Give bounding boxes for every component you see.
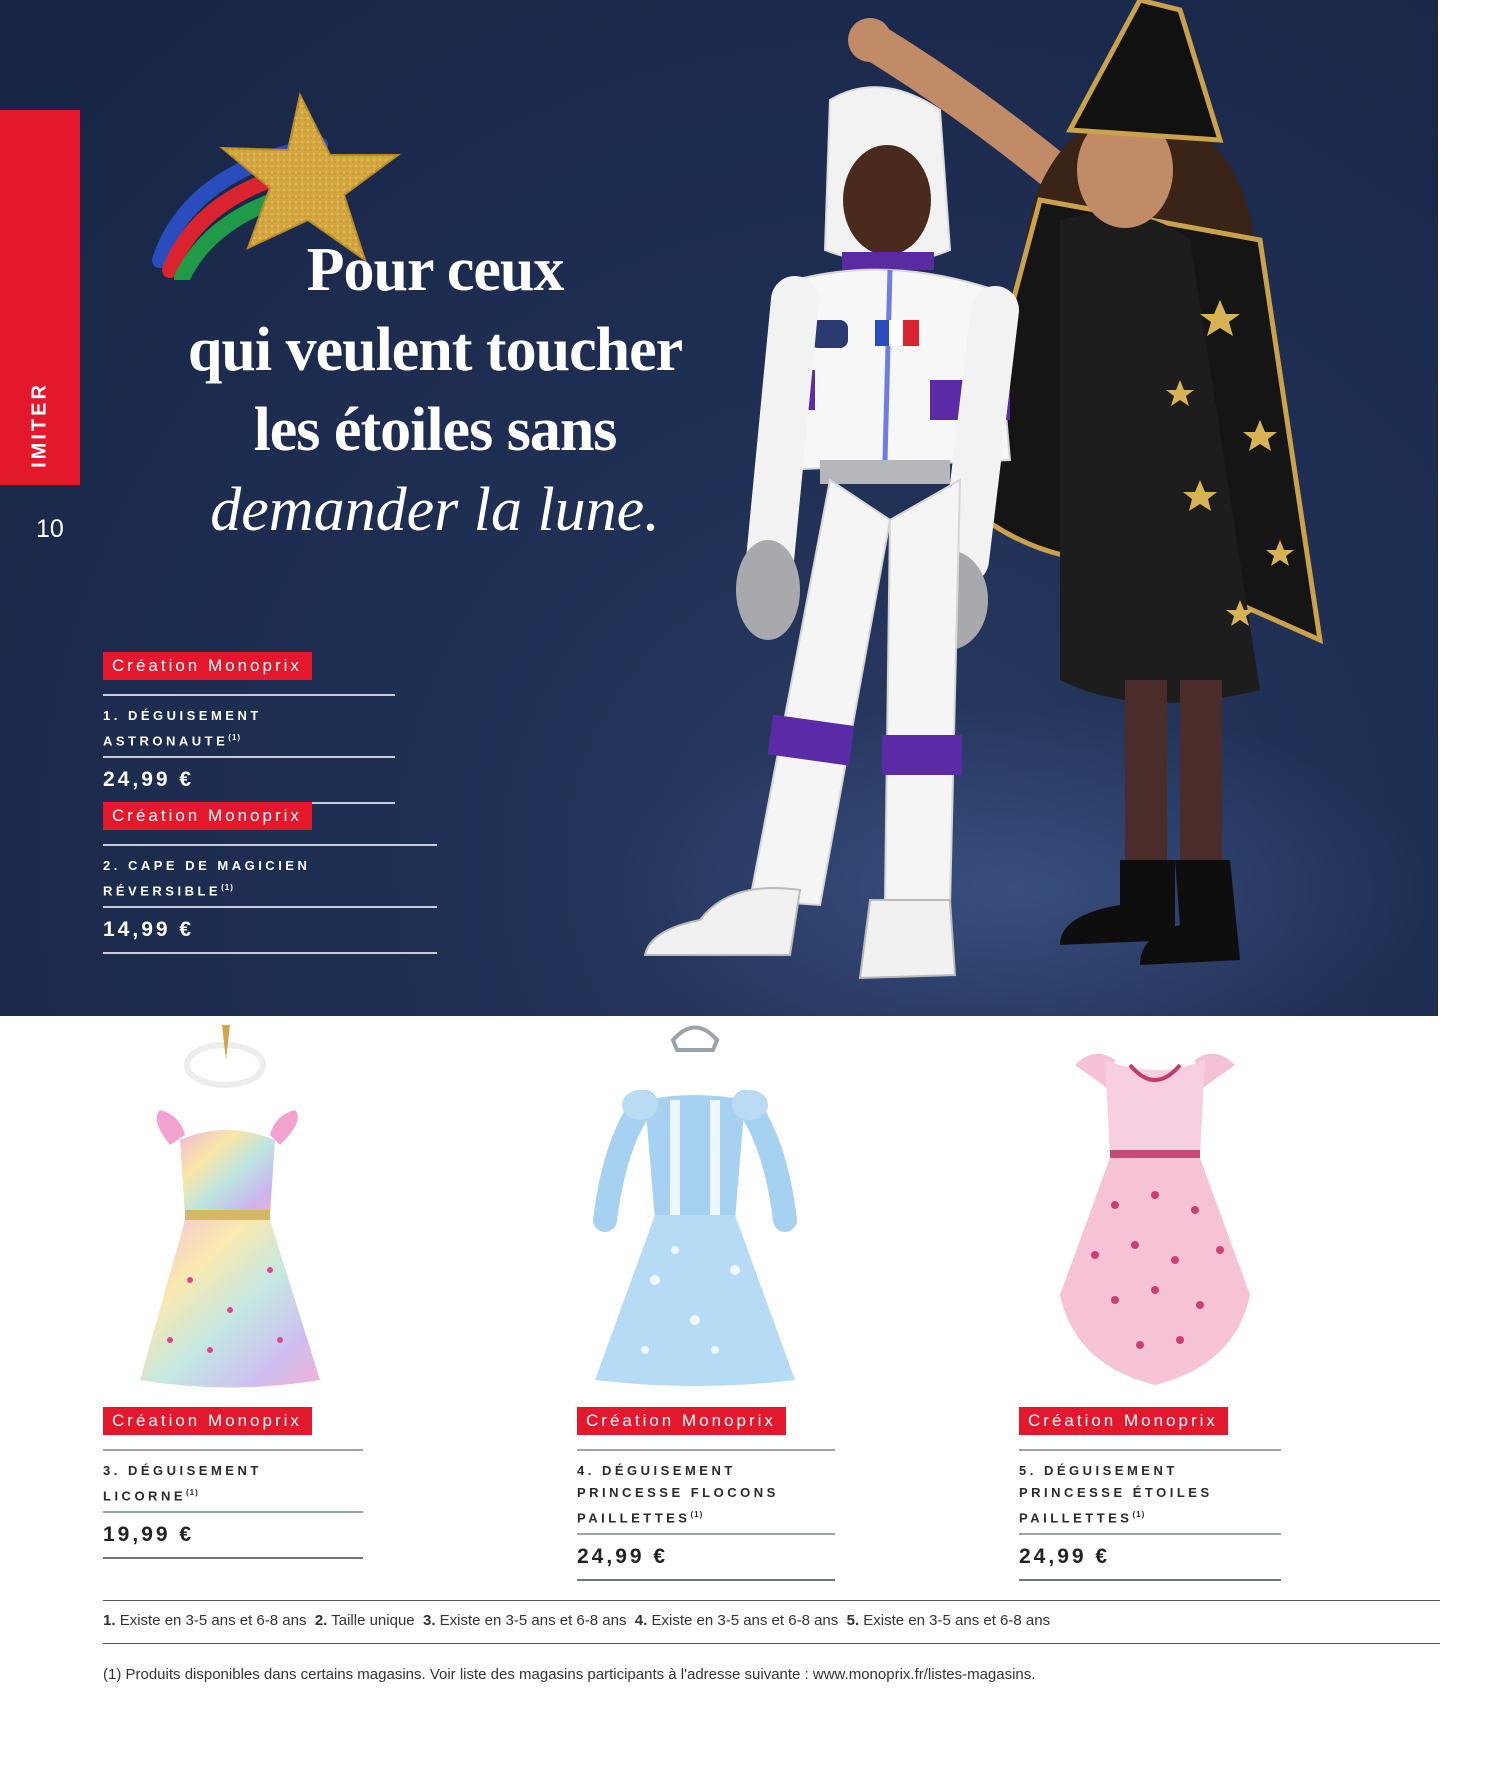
product-price: 24,99 € [577,1545,669,1569]
product-title: CAPE DE MAGICIEN RÉVERSIBLE [103,858,311,899]
product-4 [577,1407,835,1581]
footer-divider-bottom [103,1643,1440,1644]
product-name [103,705,395,752]
astronaut-boy-figure [645,87,1010,978]
product-title: DÉGUISEMENT PRINCESSE ÉTOILES PAILLETTES [1019,1463,1213,1526]
product-number: 1. [103,708,121,723]
product-name [577,1460,835,1529]
section-tab-label: IMITER [28,382,51,468]
size-note-number: 3. [422,1612,436,1629]
product-1 [103,652,395,804]
creation-badge: Création Monoprix [1019,1407,1228,1435]
page-number: 10 [36,515,64,543]
divider [103,694,395,696]
princess-stars-dress-image [1055,1045,1255,1395]
product-5 [1019,1407,1281,1581]
princess-flakes-dress-image [585,1020,805,1390]
size-note-number: 2. [314,1612,328,1629]
product-name [1019,1460,1281,1529]
footer-divider-top [103,1600,1440,1601]
headline-line-4: demander la lune. [210,476,660,544]
headline-line-2: qui veulent toucher [187,316,683,384]
size-notes [103,1612,1050,1629]
size-note-text: Existe en 3-5 ans et 6-8 ans [439,1612,627,1629]
divider [577,1579,835,1581]
divider [103,844,437,846]
product-title: DÉGUISEMENT LICORNE [103,1463,262,1504]
product-number: 4. [577,1463,595,1478]
headline-line-3: les étoiles sans [253,396,617,464]
divider [103,952,437,954]
product-note: (1) [228,733,242,742]
product-3 [103,1407,363,1559]
creation-badge: Création Monoprix [577,1407,786,1435]
divider [1019,1533,1281,1535]
creation-badge: Création Monoprix [103,1407,312,1435]
product-name [103,1460,363,1507]
product-note: (1) [186,1488,199,1497]
divider [103,1557,363,1559]
headline-line-1: Pour ceux [306,236,564,304]
product-title: DÉGUISEMENT PRINCESSE FLOCONS PAILLETTES [577,1463,779,1526]
product-price: 24,99 € [1019,1545,1111,1569]
section-tab [0,110,80,485]
product-number: 3. [103,1463,121,1478]
size-note-number: 5. [846,1612,860,1629]
product-name [103,855,437,902]
divider [577,1533,835,1535]
divider [103,1511,363,1513]
divider [103,756,395,758]
size-note-number: 1. [103,1612,116,1629]
divider [103,1449,363,1451]
size-note-text: Existe en 3-5 ans et 6-8 ans [651,1612,839,1629]
legal-notice: (1) Produits disponibles dans certains magasins. Voir liste des magasins participants à l'adresse suivante : www.monoprix.fr/listes-magasins. [103,1666,1036,1683]
product-price: 14,99 € [103,918,195,942]
size-note-number: 4. [634,1612,648,1629]
product-number: 2. [103,858,121,873]
creation-badge: Création Monoprix [103,802,312,830]
divider [1019,1449,1281,1451]
product-title: DÉGUISEMENT ASTRONAUTE [103,708,262,749]
product-note: (1) [221,883,234,892]
divider [577,1449,835,1451]
divider [103,906,437,908]
size-note-text: Existe en 3-5 ans et 6-8 ans [863,1612,1051,1629]
kids-costume-photo [620,0,1438,1016]
unicorn-dress-image [130,1020,330,1390]
creation-badge: Création Monoprix [103,652,312,680]
product-price: 24,99 € [103,768,195,792]
size-note-text: Taille unique [331,1612,415,1629]
product-2 [103,802,437,954]
product-note: (1) [690,1510,704,1519]
divider [1019,1579,1281,1581]
size-note-text: Existe en 3-5 ans et 6-8 ans [119,1612,307,1629]
product-price: 19,99 € [103,1523,195,1547]
product-number: 5. [1019,1463,1037,1478]
product-note: (1) [1132,1510,1146,1519]
